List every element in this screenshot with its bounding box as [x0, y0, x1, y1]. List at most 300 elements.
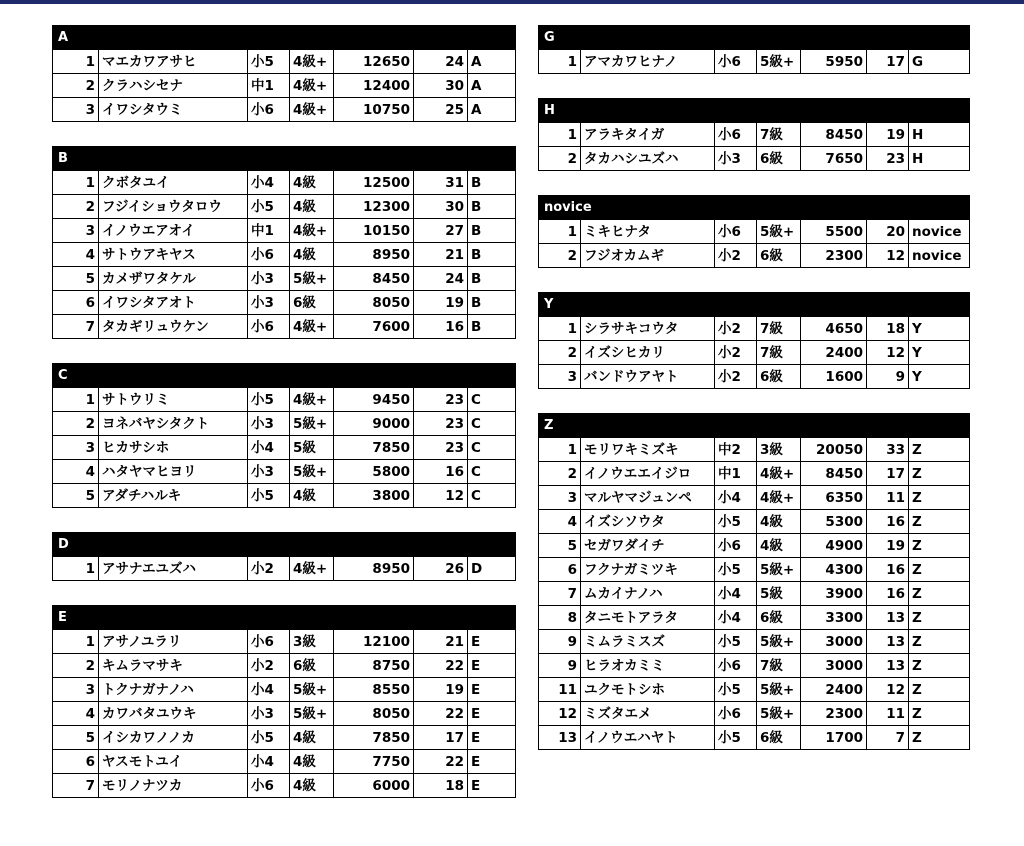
group-code: C — [468, 388, 516, 412]
kyu-rank: 6級 — [290, 654, 334, 678]
rank-number: 5 — [53, 484, 99, 508]
school-grade: 小2 — [715, 317, 757, 341]
school-grade: 小5 — [715, 510, 757, 534]
school-grade: 小3 — [248, 702, 290, 726]
table-row — [539, 558, 970, 582]
count: 22 — [414, 702, 468, 726]
table-row — [53, 219, 516, 243]
table-row — [53, 678, 516, 702]
school-grade: 小5 — [248, 484, 290, 508]
rank-number: 1 — [539, 317, 581, 341]
player-name: ミキヒナタ — [581, 220, 715, 244]
kyu-rank: 5級 — [757, 582, 801, 606]
rank-number: 5 — [53, 726, 99, 750]
player-name: イノウエハヤト — [581, 726, 715, 750]
kyu-rank: 4級 — [290, 484, 334, 508]
group-table — [538, 437, 970, 750]
school-grade: 小5 — [715, 630, 757, 654]
kyu-rank: 7級 — [757, 123, 801, 147]
group-table — [538, 122, 970, 171]
school-grade: 小5 — [248, 726, 290, 750]
count: 7 — [867, 726, 909, 750]
group-header: H — [538, 98, 970, 122]
player-name: アサノユラリ — [99, 630, 248, 654]
group-table — [52, 49, 516, 122]
kyu-rank: 4級+ — [757, 462, 801, 486]
count: 23 — [414, 436, 468, 460]
points: 9000 — [334, 412, 414, 436]
school-grade: 小5 — [715, 678, 757, 702]
kyu-rank: 3級 — [757, 438, 801, 462]
school-grade: 小6 — [248, 315, 290, 339]
count: 19 — [414, 678, 468, 702]
points: 2300 — [801, 702, 867, 726]
kyu-rank: 5級+ — [290, 267, 334, 291]
group-header: novice — [538, 195, 970, 219]
group-table — [538, 219, 970, 268]
player-name: フジイショウタロウ — [99, 195, 248, 219]
player-name: モリノナツカ — [99, 774, 248, 798]
player-name: フクナガミツキ — [581, 558, 715, 582]
points: 12400 — [334, 74, 414, 98]
group-d — [52, 532, 516, 581]
count: 19 — [414, 291, 468, 315]
group-code: Y — [909, 317, 970, 341]
school-grade: 中1 — [715, 462, 757, 486]
school-grade: 小3 — [248, 267, 290, 291]
points: 7750 — [334, 750, 414, 774]
table-row — [53, 98, 516, 122]
table-row — [539, 220, 970, 244]
points: 4300 — [801, 558, 867, 582]
player-name: カメザワタケル — [99, 267, 248, 291]
count: 16 — [867, 582, 909, 606]
count: 17 — [867, 462, 909, 486]
group-code: B — [468, 315, 516, 339]
group-code: H — [909, 123, 970, 147]
group-code: Z — [909, 702, 970, 726]
group-y — [538, 292, 970, 389]
rank-number: 3 — [53, 678, 99, 702]
group-code: Z — [909, 606, 970, 630]
rank-number: 1 — [53, 171, 99, 195]
kyu-rank: 4級+ — [290, 557, 334, 581]
school-grade: 小3 — [248, 460, 290, 484]
kyu-rank: 5級+ — [290, 412, 334, 436]
kyu-rank: 6級 — [757, 244, 801, 268]
kyu-rank: 5級+ — [757, 678, 801, 702]
group-code: Z — [909, 534, 970, 558]
count: 22 — [414, 654, 468, 678]
kyu-rank: 5級+ — [757, 220, 801, 244]
group-code: Z — [909, 558, 970, 582]
count: 23 — [867, 147, 909, 171]
player-name: カワバタユウキ — [99, 702, 248, 726]
school-grade: 小4 — [248, 171, 290, 195]
player-name: マルヤマジュンペ — [581, 486, 715, 510]
player-name: マエカワアサヒ — [99, 50, 248, 74]
count: 22 — [414, 750, 468, 774]
count: 20 — [867, 220, 909, 244]
rank-number: 6 — [53, 750, 99, 774]
count: 13 — [867, 630, 909, 654]
group-code: Z — [909, 510, 970, 534]
points: 2400 — [801, 341, 867, 365]
group-code: E — [468, 678, 516, 702]
points: 8550 — [334, 678, 414, 702]
rank-number: 2 — [53, 74, 99, 98]
group-code: B — [468, 195, 516, 219]
rank-number: 3 — [539, 365, 581, 389]
rank-number: 5 — [53, 267, 99, 291]
count: 27 — [414, 219, 468, 243]
points: 20050 — [801, 438, 867, 462]
rank-number: 4 — [53, 702, 99, 726]
rank-number: 8 — [539, 606, 581, 630]
table-row — [539, 365, 970, 389]
player-name: トクナガナノハ — [99, 678, 248, 702]
rank-number: 2 — [53, 412, 99, 436]
count: 12 — [414, 484, 468, 508]
group-code: E — [468, 774, 516, 798]
school-grade: 小6 — [248, 630, 290, 654]
table-row — [53, 388, 516, 412]
table-row — [539, 654, 970, 678]
group-header: B — [52, 146, 516, 170]
player-name: イノウエエイジロ — [581, 462, 715, 486]
group-code: H — [909, 147, 970, 171]
rank-number: 1 — [539, 50, 581, 74]
group-code: A — [468, 98, 516, 122]
table-row — [539, 486, 970, 510]
rank-number: 1 — [53, 557, 99, 581]
kyu-rank: 4級 — [757, 534, 801, 558]
table-row — [53, 557, 516, 581]
count: 16 — [414, 460, 468, 484]
rank-number: 2 — [539, 341, 581, 365]
school-grade: 小3 — [248, 291, 290, 315]
group-table — [52, 170, 516, 339]
count: 23 — [414, 412, 468, 436]
rank-number: 4 — [53, 243, 99, 267]
group-table — [52, 556, 516, 581]
kyu-rank: 5級+ — [290, 460, 334, 484]
school-grade: 中2 — [715, 438, 757, 462]
points: 6000 — [334, 774, 414, 798]
group-code: E — [468, 726, 516, 750]
player-name: タニモトアラタ — [581, 606, 715, 630]
left-column — [52, 25, 516, 822]
kyu-rank: 4級 — [757, 510, 801, 534]
points: 3800 — [334, 484, 414, 508]
group-g — [538, 25, 970, 74]
count: 17 — [414, 726, 468, 750]
rank-number: 9 — [539, 630, 581, 654]
count: 19 — [867, 534, 909, 558]
kyu-rank: 5級 — [290, 436, 334, 460]
group-code: G — [909, 50, 970, 74]
group-code: D — [468, 557, 516, 581]
count: 16 — [867, 558, 909, 582]
kyu-rank: 4級+ — [290, 74, 334, 98]
player-name: ユクモトシホ — [581, 678, 715, 702]
rank-number: 13 — [539, 726, 581, 750]
player-name: イズシソウタ — [581, 510, 715, 534]
school-grade: 小3 — [248, 412, 290, 436]
group-code: novice — [909, 220, 970, 244]
group-header: E — [52, 605, 516, 629]
group-header: C — [52, 363, 516, 387]
rank-number: 2 — [53, 195, 99, 219]
kyu-rank: 4級 — [290, 726, 334, 750]
group-code: C — [468, 412, 516, 436]
rank-number: 2 — [53, 654, 99, 678]
points: 3000 — [801, 630, 867, 654]
group-code: B — [468, 243, 516, 267]
points: 9450 — [334, 388, 414, 412]
group-header: G — [538, 25, 970, 49]
points: 8750 — [334, 654, 414, 678]
points: 3300 — [801, 606, 867, 630]
group-code: C — [468, 484, 516, 508]
player-name: ムカイナノハ — [581, 582, 715, 606]
group-code: E — [468, 750, 516, 774]
group-code: Z — [909, 630, 970, 654]
school-grade: 小6 — [715, 220, 757, 244]
rank-number: 1 — [539, 220, 581, 244]
rank-number: 6 — [53, 291, 99, 315]
group-code: Z — [909, 582, 970, 606]
group-code: B — [468, 267, 516, 291]
player-name: クラハシセナ — [99, 74, 248, 98]
table-row — [539, 582, 970, 606]
rank-number: 1 — [53, 388, 99, 412]
group-code: Z — [909, 486, 970, 510]
count: 30 — [414, 74, 468, 98]
player-name: ミムラミスズ — [581, 630, 715, 654]
points: 8050 — [334, 291, 414, 315]
table-row — [539, 606, 970, 630]
points: 2300 — [801, 244, 867, 268]
player-name: イワシタアオト — [99, 291, 248, 315]
table-row — [53, 267, 516, 291]
points: 8050 — [334, 702, 414, 726]
player-name: アラキタイガ — [581, 123, 715, 147]
count: 12 — [867, 341, 909, 365]
kyu-rank: 6級 — [757, 606, 801, 630]
kyu-rank: 4級+ — [290, 315, 334, 339]
school-grade: 小6 — [715, 123, 757, 147]
group-header: Z — [538, 413, 970, 437]
group-code: E — [468, 702, 516, 726]
player-name: アサナエユズハ — [99, 557, 248, 581]
table-row — [539, 244, 970, 268]
player-name: イノウエアオイ — [99, 219, 248, 243]
school-grade: 小6 — [715, 654, 757, 678]
count: 21 — [414, 630, 468, 654]
points: 5500 — [801, 220, 867, 244]
group-code: Z — [909, 726, 970, 750]
kyu-rank: 6級 — [757, 365, 801, 389]
points: 3000 — [801, 654, 867, 678]
right-column — [538, 25, 970, 774]
table-row — [53, 484, 516, 508]
group-code: B — [468, 219, 516, 243]
kyu-rank: 4級+ — [290, 219, 334, 243]
count: 26 — [414, 557, 468, 581]
kyu-rank: 4級+ — [290, 50, 334, 74]
points: 8950 — [334, 243, 414, 267]
school-grade: 小2 — [715, 365, 757, 389]
kyu-rank: 4級 — [290, 774, 334, 798]
kyu-rank: 4級 — [290, 750, 334, 774]
count: 9 — [867, 365, 909, 389]
table-row — [53, 243, 516, 267]
kyu-rank: 4級+ — [757, 486, 801, 510]
points: 8450 — [334, 267, 414, 291]
player-name: アマカワヒナノ — [581, 50, 715, 74]
kyu-rank: 6級 — [290, 291, 334, 315]
rank-number: 2 — [539, 244, 581, 268]
group-a — [52, 25, 516, 122]
kyu-rank: 6級 — [757, 726, 801, 750]
school-grade: 小6 — [248, 243, 290, 267]
rank-number: 7 — [53, 315, 99, 339]
school-grade: 小6 — [715, 702, 757, 726]
group-code: B — [468, 171, 516, 195]
player-name: シラサキコウタ — [581, 317, 715, 341]
table-row — [53, 750, 516, 774]
kyu-rank: 7級 — [757, 654, 801, 678]
count: 11 — [867, 486, 909, 510]
player-name: ミズタエメ — [581, 702, 715, 726]
group-header: A — [52, 25, 516, 49]
rank-number: 3 — [53, 98, 99, 122]
points: 7650 — [801, 147, 867, 171]
points: 5300 — [801, 510, 867, 534]
table-row — [539, 702, 970, 726]
player-name: イシカワノノカ — [99, 726, 248, 750]
kyu-rank: 7級 — [757, 341, 801, 365]
count: 12 — [867, 678, 909, 702]
player-name: モリワキミズキ — [581, 438, 715, 462]
group-code: Z — [909, 462, 970, 486]
count: 19 — [867, 123, 909, 147]
table-row — [53, 171, 516, 195]
table-row — [539, 726, 970, 750]
player-name: イワシタウミ — [99, 98, 248, 122]
group-code: novice — [909, 244, 970, 268]
count: 30 — [414, 195, 468, 219]
school-grade: 小6 — [248, 98, 290, 122]
group-h — [538, 98, 970, 171]
school-grade: 小4 — [248, 436, 290, 460]
group-code: E — [468, 630, 516, 654]
points: 6350 — [801, 486, 867, 510]
points: 4900 — [801, 534, 867, 558]
table-row — [53, 654, 516, 678]
school-grade: 小4 — [248, 678, 290, 702]
points: 12300 — [334, 195, 414, 219]
table-row — [539, 462, 970, 486]
school-grade: 小5 — [248, 388, 290, 412]
kyu-rank: 6級 — [757, 147, 801, 171]
group-table — [538, 49, 970, 74]
kyu-rank: 4級 — [290, 243, 334, 267]
table-row — [539, 317, 970, 341]
table-row — [53, 291, 516, 315]
group-table — [52, 629, 516, 798]
points: 5800 — [334, 460, 414, 484]
school-grade: 小6 — [248, 774, 290, 798]
rank-number: 4 — [539, 510, 581, 534]
table-row — [53, 702, 516, 726]
points: 7850 — [334, 726, 414, 750]
player-name: イズシヒカリ — [581, 341, 715, 365]
count: 18 — [414, 774, 468, 798]
points: 2400 — [801, 678, 867, 702]
kyu-rank: 3級 — [290, 630, 334, 654]
points: 12500 — [334, 171, 414, 195]
kyu-rank: 5級+ — [290, 678, 334, 702]
player-name: ヤスモトユイ — [99, 750, 248, 774]
player-name: ヒラオカミミ — [581, 654, 715, 678]
table-row — [539, 534, 970, 558]
table-row — [53, 630, 516, 654]
group-code: C — [468, 460, 516, 484]
table-row — [53, 195, 516, 219]
group-code: Z — [909, 678, 970, 702]
rank-number: 1 — [53, 50, 99, 74]
group-code: B — [468, 291, 516, 315]
table-row — [539, 123, 970, 147]
kyu-rank: 5級+ — [757, 558, 801, 582]
table-row — [539, 630, 970, 654]
table-row — [53, 774, 516, 798]
player-name: ヨネバヤシタクト — [99, 412, 248, 436]
count: 31 — [414, 171, 468, 195]
school-grade: 小6 — [715, 534, 757, 558]
rank-number: 12 — [539, 702, 581, 726]
points: 10750 — [334, 98, 414, 122]
table-row — [539, 147, 970, 171]
rank-number: 4 — [53, 460, 99, 484]
school-grade: 小3 — [715, 147, 757, 171]
rank-number: 3 — [53, 219, 99, 243]
count: 13 — [867, 606, 909, 630]
points: 4650 — [801, 317, 867, 341]
count: 13 — [867, 654, 909, 678]
points: 8450 — [801, 123, 867, 147]
count: 25 — [414, 98, 468, 122]
group-table — [538, 316, 970, 389]
rank-number: 2 — [539, 462, 581, 486]
player-name: ヒカサシホ — [99, 436, 248, 460]
rank-number: 7 — [539, 582, 581, 606]
school-grade: 小6 — [715, 50, 757, 74]
points: 7850 — [334, 436, 414, 460]
group-novice — [538, 195, 970, 268]
rank-number: 3 — [539, 486, 581, 510]
table-row — [539, 510, 970, 534]
rank-number: 9 — [539, 654, 581, 678]
group-table — [52, 387, 516, 508]
group-code: Z — [909, 438, 970, 462]
group-code: E — [468, 654, 516, 678]
group-code: Z — [909, 654, 970, 678]
school-grade: 中1 — [248, 74, 290, 98]
count: 23 — [414, 388, 468, 412]
